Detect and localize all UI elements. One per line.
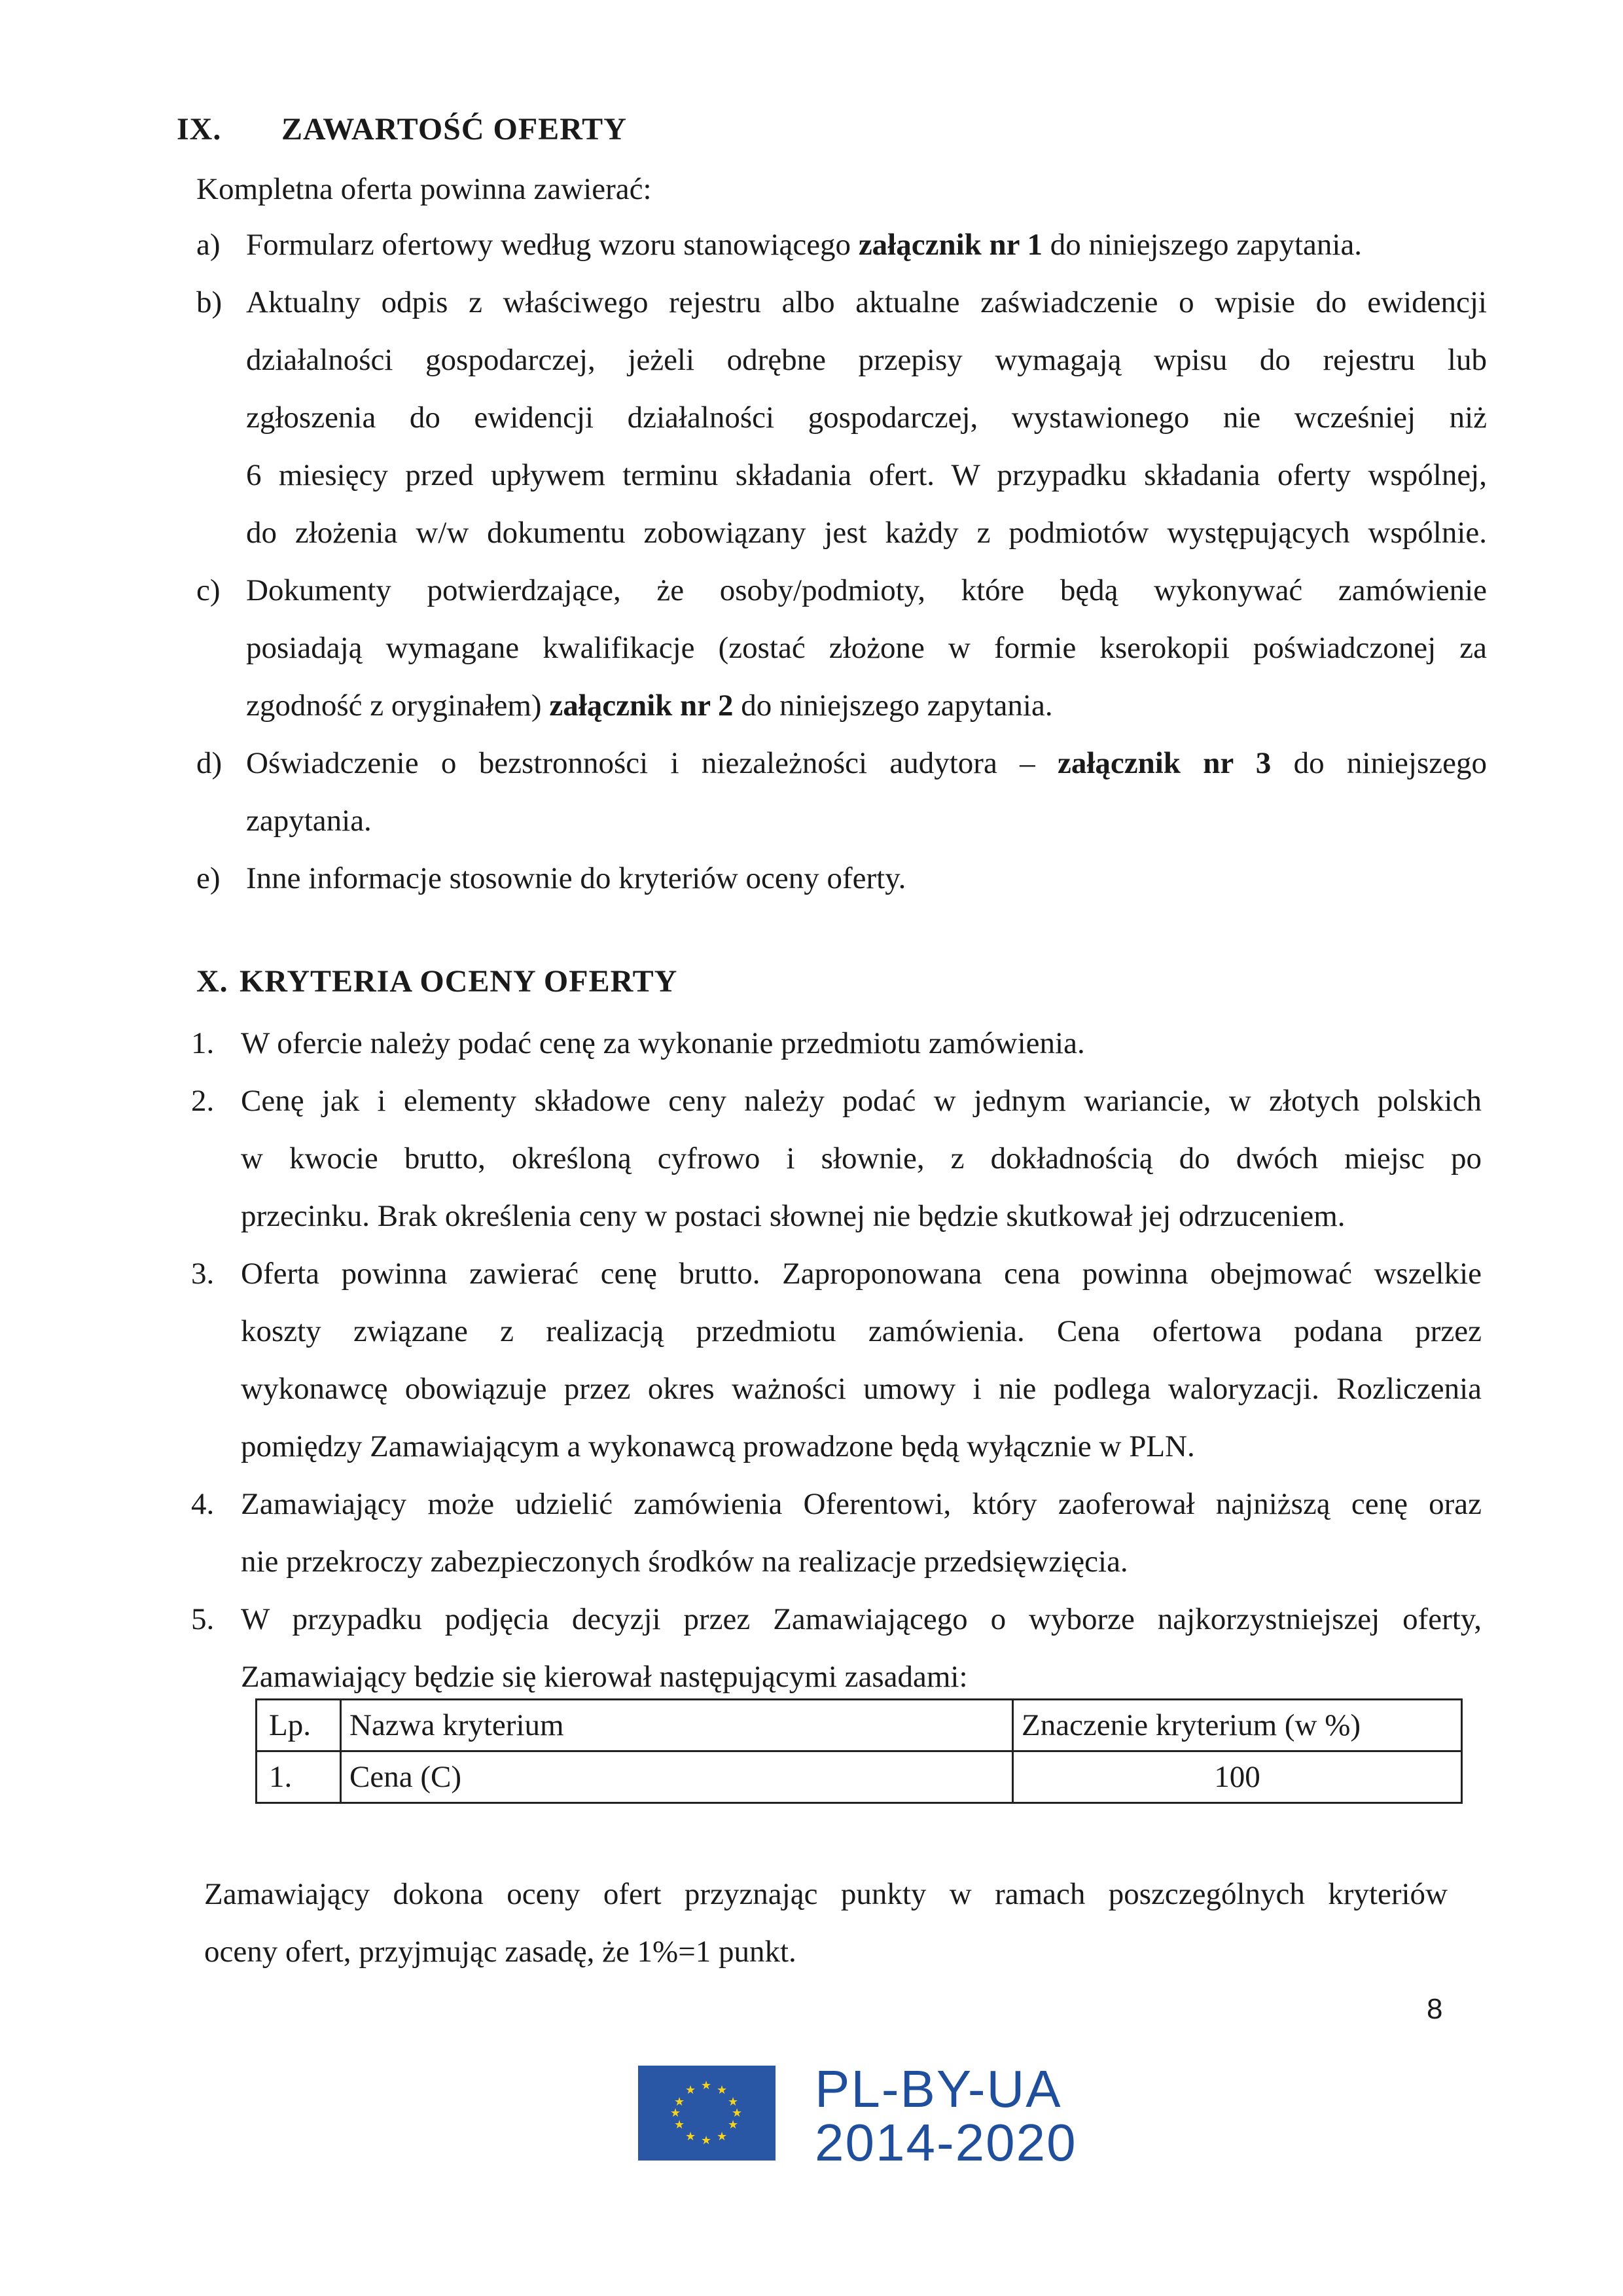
list-item-line: zgodność z oryginałem) załącznik nr 2 do niniejszego zapytania. (246, 689, 1053, 723)
list-item-text: Inne informacje stosownie do kryteriów oceny oferty. (246, 861, 906, 895)
list-item-line: działalności gospodarczej, jeżeli odrębne przepisy wymagają wpisu do rejestru lub (246, 343, 1487, 377)
logo-program-name: PL-BY-UA (815, 2060, 1062, 2118)
table-header-row (257, 1700, 1462, 1751)
closing-line: Zamawiający dokona oceny ofert przyznając punkty w ramach poszczególnych kryteriów (204, 1877, 1448, 1911)
list-item-label: a) (196, 228, 221, 262)
list-item-d (196, 734, 1505, 850)
table-row (257, 1751, 1462, 1803)
list-item-line: Oferta powinna zawierać cenę brutto. Zaproponowana cena powinna obejmować wszelkie (241, 1257, 1482, 1291)
section-10-heading (196, 962, 677, 1001)
criteria-item-3 (191, 1245, 1500, 1475)
eu-flag-icon: ★ ★ ★ ★ ★ ★ ★ ★ ★ ★ ★ ★ (638, 2066, 776, 2161)
list-item-line: zgłoszenia do ewidencji działalności gospodarczej, wystawionego nie wcześniej niż (246, 401, 1487, 435)
attachment-ref: załącznik nr 3 (1057, 746, 1272, 780)
list-item-label: 5. (191, 1602, 215, 1636)
table-header-cell: Nazwa kryterium (341, 1700, 1013, 1751)
attachment-ref: załącznik nr 2 (549, 689, 734, 723)
attachment-ref: załącznik nr 1 (858, 228, 1043, 262)
list-item-line: posiadają wymagane kwalifikacje (zostać złożone w formie kserokopii poświadczonej za (246, 631, 1487, 665)
criteria-table (255, 1698, 1463, 1804)
criteria-item-4 (191, 1475, 1500, 1590)
list-item-label: d) (196, 746, 223, 780)
list-item-b (196, 274, 1505, 562)
list-item-label: e) (196, 861, 221, 895)
section-10-number: X. (196, 964, 228, 999)
list-item-label: 4. (191, 1487, 215, 1521)
list-item-e (196, 850, 1505, 907)
list-item-line: Cenę jak i elementy składowe ceny należy podać w jednym wariancie, w złotych polskich (241, 1084, 1482, 1118)
table-cell: Cena (C) (341, 1751, 1013, 1803)
table-cell: 1. (257, 1751, 341, 1803)
list-item-line: W przypadku podjęcia decyzji przez Zamawiającego o wyborze najkorzystniejszej oferty, (241, 1602, 1482, 1636)
section-9-number: IX. (177, 112, 222, 147)
list-item-line: wykonawcę obowiązuje przez okres ważności umowy i nie podlega waloryzacji. Rozliczenia (241, 1372, 1482, 1406)
list-item-line: zapytania. (246, 804, 372, 838)
section-10-title: KRYTERIA OCENY OFERTY (240, 964, 678, 999)
list-item-label: 2. (191, 1084, 215, 1118)
list-item-line: Zamawiający może udzielić zamówienia Oferentowi, który zaoferował najniższą cenę oraz (241, 1487, 1482, 1521)
list-item-line: do złożenia w/w dokumentu zobowiązany jest każdy z podmiotów występujących wspólnie. (246, 516, 1487, 550)
page-number: 8 (1427, 1993, 1443, 2025)
list-item-line: 6 miesięcy przed upływem terminu składania ofert. W przypadku składania oferty wspólnej, (246, 458, 1487, 492)
list-item-line: Zamawiający będzie się kierował następującymi zasadami: (241, 1660, 968, 1694)
criteria-item-5 (191, 1590, 1500, 1706)
table-header-cell: Lp. (257, 1700, 341, 1751)
section-9-title: ZAWARTOŚĆ OFERTY (281, 112, 627, 147)
list-item-line: przecinku. Brak określenia ceny w postaci słownej nie będzie skutkował jej odrzuceniem. (241, 1199, 1346, 1233)
list-item-label: 3. (191, 1257, 215, 1291)
section-9-heading (177, 110, 627, 149)
list-item-c (196, 562, 1505, 734)
closing-line: oceny ofert, przyjmując zasadę, że 1%=1 punkt. (204, 1935, 796, 1969)
list-item-a (196, 216, 1505, 274)
list-item-line: pomiędzy Zamawiającym a wykonawcą prowadzone będą wyłącznie w PLN. (241, 1429, 1195, 1463)
list-item-label: 1. (191, 1026, 215, 1060)
list-item-label: b) (196, 285, 223, 319)
list-item-line: W ofercie należy podać cenę za wykonanie przedmiotu zamówienia. (241, 1026, 1085, 1060)
list-item-line: nie przekroczy zabezpieczonych środków na realizacje przedsięwzięcia. (241, 1545, 1128, 1579)
list-item-line: Dokumenty potwierdzające, że osoby/podmioty, które będą wykonywać zamówienie (246, 573, 1487, 607)
table-header-cell: Znaczenie kryterium (w %) (1013, 1700, 1462, 1751)
list-item-text: Formularz ofertowy według wzoru stanowiącego załącznik nr 1 do niniejszego zapytania. (246, 228, 1363, 262)
table-cell: 100 (1013, 1751, 1462, 1803)
list-item-label: c) (196, 573, 221, 607)
list-item-line: koszty związane z realizacją przedmiotu zamówienia. Cena ofertowa podana przez (241, 1314, 1482, 1348)
section-9-intro: Kompletna oferta powinna zawierać: (196, 172, 652, 206)
criteria-item-2 (191, 1072, 1500, 1245)
program-logo (638, 2055, 1096, 2172)
list-item-line: Aktualny odpis z właściwego rejestru albo aktualne zaświadczenie o wpisie do ewidencji (246, 285, 1487, 319)
list-item-line: Oświadczenie o bezstronności i niezależności audytora – załącznik nr 3 do niniejszego (246, 746, 1487, 780)
logo-program-years: 2014-2020 (815, 2113, 1077, 2172)
list-item-line: w kwocie brutto, określoną cyfrowo i słownie, z dokładnością do dwóch miejsc po (241, 1141, 1482, 1175)
criteria-item-1 (191, 1014, 1500, 1072)
